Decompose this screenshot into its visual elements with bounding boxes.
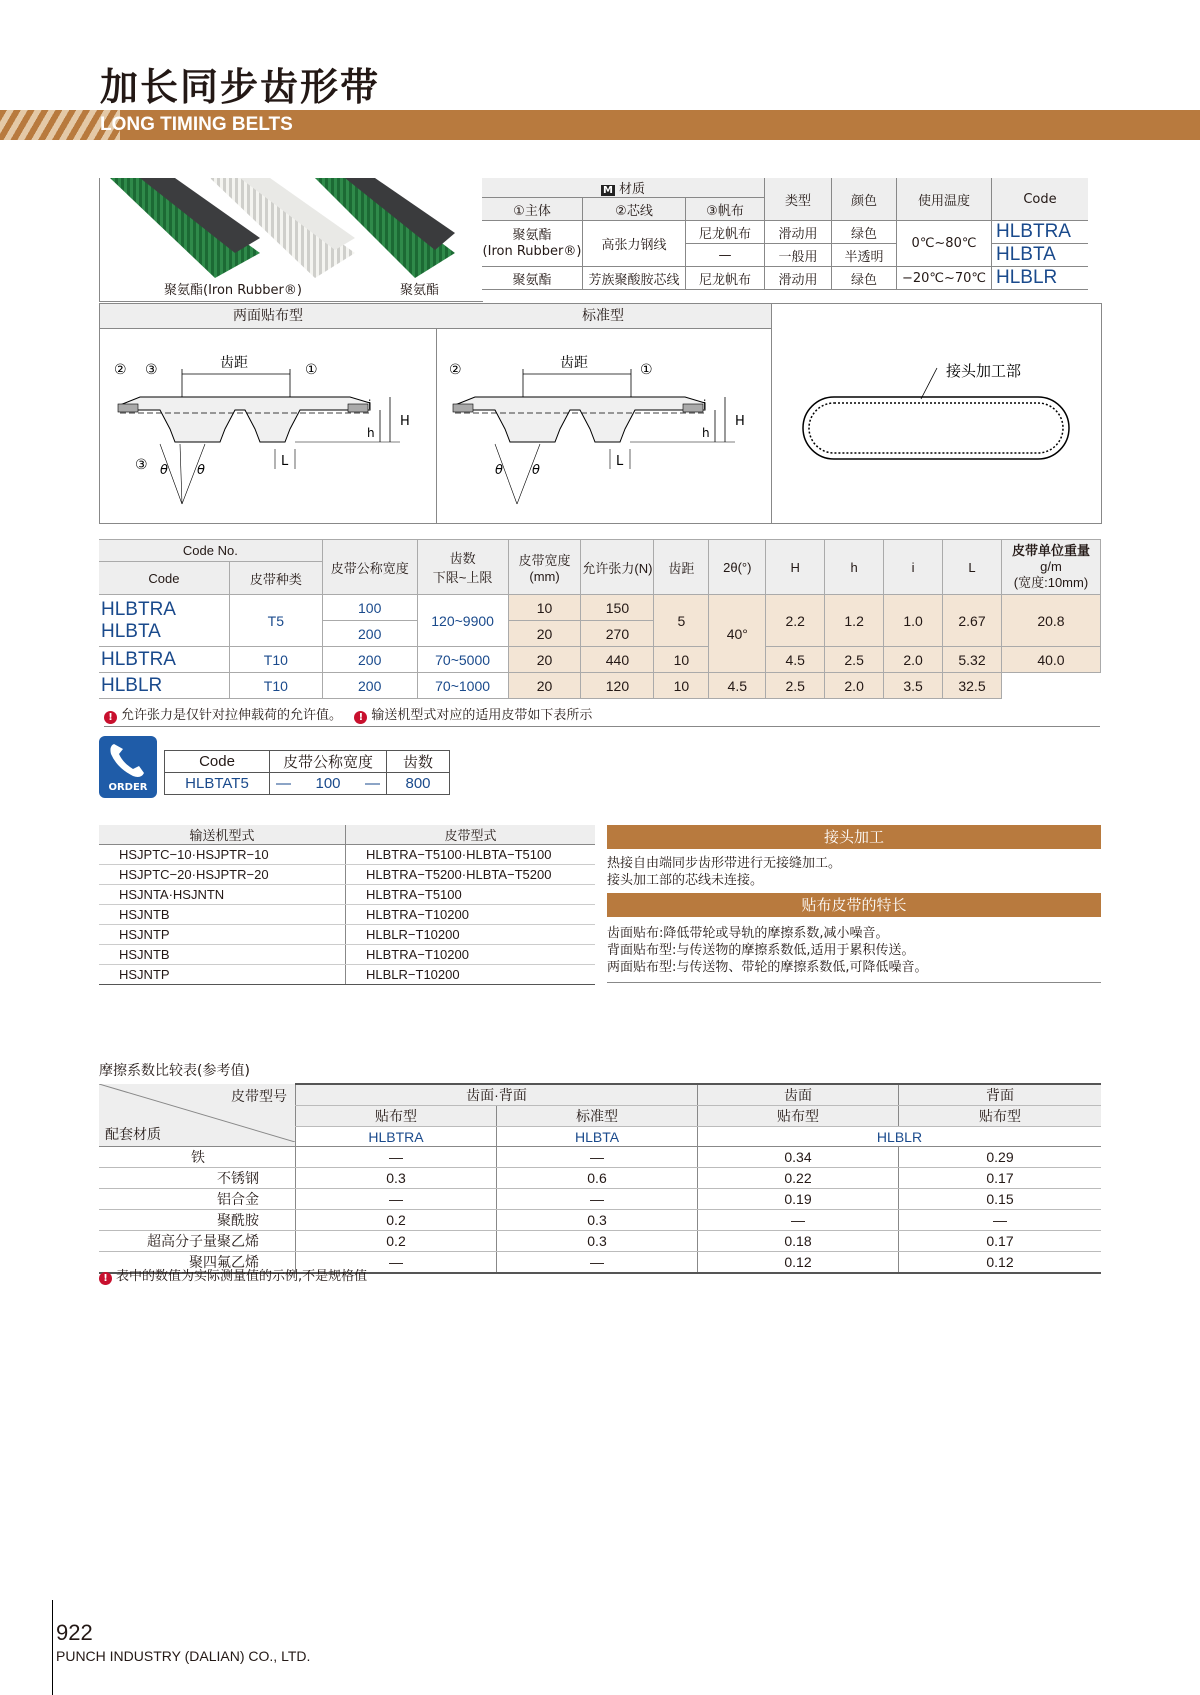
- spec-r3-weight: 32.5: [943, 673, 1002, 699]
- dim-i-right: i: [703, 398, 707, 412]
- joint-text: [607, 849, 1101, 893]
- spec-r2-w: 200: [322, 647, 417, 673]
- materials-group-header: [482, 178, 765, 198]
- friction-s4: 贴布型: [899, 1106, 1102, 1127]
- spec-h-code: Code: [99, 562, 229, 595]
- friction-c2: HLBTA: [497, 1127, 698, 1147]
- conveyor-h-machine: 输送机型式: [99, 825, 346, 845]
- spec-r2-teeth: 70~5000: [417, 647, 508, 673]
- friction-s1: 贴布型: [296, 1106, 497, 1127]
- spec-r2-weight: 40.0: [1001, 647, 1100, 673]
- friction-val: 0.3: [497, 1210, 698, 1231]
- spec-notes: [104, 704, 1100, 727]
- col-core: ②芯线: [583, 198, 686, 221]
- friction-val: 0.15: [899, 1189, 1102, 1210]
- conveyor-machine: HSJNTP: [99, 965, 346, 985]
- conveyor-belt: HLBLR−T10200: [346, 965, 596, 985]
- spec-r2-i: 2.0: [884, 647, 943, 673]
- mat-code-3: HLBLR: [992, 267, 1089, 290]
- friction-val: —: [698, 1210, 899, 1231]
- spec-h-h: h: [825, 540, 884, 595]
- conveyor-machine: HSJNTA·HSJNTN: [99, 885, 346, 905]
- friction-h-belt: 皮带型号: [231, 1088, 287, 1104]
- conveyor-machine: HSJPTC−10·HSJPTR−10: [99, 845, 346, 865]
- spec-r1-teeth: 120~9900: [417, 595, 508, 647]
- footer-rule: [52, 1600, 53, 1695]
- dim-h-left: h: [367, 426, 375, 440]
- marker-2-left: ②: [114, 362, 127, 378]
- friction-s2: 标准型: [497, 1106, 698, 1127]
- mat-canvas-1: 尼龙帆布: [686, 221, 765, 244]
- conveyor-h-belt: 皮带型式: [346, 825, 596, 845]
- mat-temp-1: 0℃~80℃: [897, 221, 992, 267]
- friction-material: 铁: [99, 1147, 296, 1168]
- m-icon: M: [602, 185, 613, 196]
- theta-right-b: θ: [532, 463, 540, 478]
- marker-2-right: ②: [449, 362, 462, 378]
- order-h-code: Code: [165, 751, 270, 773]
- friction-val: 0.12: [698, 1252, 899, 1274]
- joint-line-2: 接头加工部的芯线未连接。: [607, 873, 764, 888]
- friction-note-text: 表中的数值为实际测量值的示例,不是规格值: [116, 1269, 368, 1284]
- spec-h-i: i: [884, 540, 943, 595]
- conveyor-machine: HSJNTB: [99, 905, 346, 925]
- diagram-double-canvas: [99, 303, 437, 524]
- order-teeth: 800: [387, 773, 450, 795]
- belt-photo-image: [100, 178, 480, 278]
- friction-val: 0.19: [698, 1189, 899, 1210]
- feature-line-1: 齿面贴布:降低带轮或导轨的摩擦系数,减小噪音。: [607, 926, 889, 941]
- spec-h-tension: 允许张力(N): [581, 540, 654, 595]
- friction-val: 0.2: [296, 1231, 497, 1252]
- dim-H-right: H: [735, 414, 745, 429]
- features-text: [607, 917, 1101, 983]
- conveyor-machine: HSJPTC−20·HSJPTR−20: [99, 865, 346, 885]
- friction-val: —: [296, 1147, 497, 1168]
- friction-val: —: [497, 1189, 698, 1210]
- order-icon: [99, 736, 157, 798]
- friction-c1: HLBTRA: [296, 1127, 497, 1147]
- spec-r1-i: 1.0: [884, 595, 943, 647]
- friction-val: 0.34: [698, 1147, 899, 1168]
- friction-val: 0.12: [899, 1252, 1102, 1274]
- diagram-standard-title: 标准型: [435, 304, 771, 329]
- spec-r2-code: HLBTRA: [99, 647, 229, 673]
- mat-color-3: 绿色: [832, 267, 897, 290]
- friction-material: 聚酰胺: [99, 1210, 296, 1231]
- friction-material: 不锈钢: [99, 1168, 296, 1189]
- mat-code-1: HLBTRA: [992, 221, 1089, 244]
- spec-r3-code: HLBLR: [99, 673, 229, 699]
- spec-r1-w1: 100: [322, 595, 417, 621]
- diagram-standard: [435, 303, 772, 524]
- mat-color-2: 半透明: [832, 244, 897, 267]
- friction-c3: HLBLR: [698, 1127, 1102, 1147]
- spec-r2-kind: T10: [229, 647, 322, 673]
- order-code: HLBTAT5: [165, 773, 270, 795]
- feature-line-3: 两面贴布型:与传送物、带轮的摩擦系数低,可降低噪音。: [607, 960, 928, 975]
- order-h-width: 皮带公称宽度: [270, 751, 387, 773]
- spec-table: [99, 539, 1101, 699]
- spec-r2-h: 2.5: [825, 647, 884, 673]
- friction-val: —: [899, 1210, 1102, 1231]
- spec-h-teeth: 齿数 下限~上限: [417, 540, 508, 595]
- spec-r3-w: 200: [322, 673, 417, 699]
- col-canvas: ③帆布: [686, 198, 765, 221]
- mat-color-1: 绿色: [832, 221, 897, 244]
- spec-note-2: 输送机型式对应的适用皮带如下表所示: [371, 708, 593, 723]
- standard-profile-svg: [435, 329, 771, 524]
- order-h-teeth: 齿数: [387, 751, 450, 773]
- col-type: 类型: [765, 178, 832, 221]
- spec-r3-pitch: 10: [654, 673, 709, 699]
- spec-h-weight: 皮带单位重量 g/m (宽度:10mm): [1001, 540, 1100, 595]
- spec-r1-h: 1.2: [825, 595, 884, 647]
- mat-body-1: 聚氨酯 (Iron Rubber®): [482, 221, 583, 267]
- order-icon-label: ORDER: [108, 782, 148, 793]
- friction-val: —: [296, 1189, 497, 1210]
- spec-h-width-mm: 皮带宽度(mm): [508, 540, 581, 595]
- spec-r1-w2: 200: [322, 621, 417, 647]
- spec-r3-H: 4.5: [709, 673, 766, 699]
- order-width: 100: [297, 773, 359, 795]
- theta-left-b: θ: [197, 463, 205, 478]
- conveyor-belt: HLBTRA−T10200: [346, 905, 596, 925]
- friction-val: 0.3: [296, 1168, 497, 1189]
- spec-r1-mm1: 10: [508, 595, 581, 621]
- friction-table: [99, 1083, 1101, 1274]
- spec-r1-kind: T5: [229, 595, 322, 647]
- joint-label: 接头加工部: [946, 362, 1022, 380]
- spec-r1-n2: 270: [581, 621, 654, 647]
- spec-r3-n: 120: [581, 673, 654, 699]
- friction-val: 0.3: [497, 1231, 698, 1252]
- joint-line-1: 热接自由端同步齿形带进行无接缝加工。: [607, 856, 842, 871]
- features-section-title: 贴布皮带的特长: [607, 893, 1101, 917]
- friction-val: —: [497, 1147, 698, 1168]
- conveyor-belt: HLBTRA−T5100·HLBTA−T5100: [346, 845, 596, 865]
- friction-val: 0.2: [296, 1210, 497, 1231]
- spec-r2-H: 4.5: [766, 647, 825, 673]
- phone-icon: [99, 736, 157, 784]
- belt-photos: [99, 178, 483, 302]
- friction-material: 铝合金: [99, 1189, 296, 1210]
- friction-corner: [99, 1084, 296, 1147]
- joint-loop-svg: [771, 304, 1101, 523]
- friction-val: 0.17: [899, 1168, 1102, 1189]
- spec-h-kind: 皮带种类: [229, 562, 322, 595]
- order-dash-2: —: [359, 773, 387, 795]
- materials-group-label: 材质: [619, 182, 646, 197]
- joint-section-title: 接头加工: [607, 825, 1101, 849]
- theta-right-a: θ: [495, 463, 503, 478]
- col-color: 颜色: [832, 178, 897, 221]
- friction-title: 摩擦系数比较表(参考值): [99, 1063, 250, 1079]
- conveyor-belt: HLBTRA−T5200·HLBTA−T5200: [346, 865, 596, 885]
- spec-r1-H: 2.2: [766, 595, 825, 647]
- spec-r3-mm: 20: [508, 673, 581, 699]
- mat-type-3: 滑动用: [765, 267, 832, 290]
- conveyor-machine: HSJNTP: [99, 925, 346, 945]
- joint-section: [607, 825, 1101, 983]
- friction-h-mat: 配套材质: [105, 1126, 161, 1142]
- dim-L-left: L: [281, 454, 289, 469]
- conveyor-belt: HLBLR−T10200: [346, 925, 596, 945]
- mat-canvas-3: 尼龙帆布: [686, 267, 765, 290]
- spec-r2-mm: 20: [508, 647, 581, 673]
- marker-1-left: ①: [305, 362, 318, 378]
- mat-core-1: 高张力钢线: [583, 221, 686, 267]
- friction-g3: 背面: [899, 1084, 1102, 1106]
- mat-code-2: HLBTA: [992, 244, 1089, 267]
- dim-L-right: L: [616, 454, 624, 469]
- spec-r1-L: 2.67: [943, 595, 1002, 647]
- friction-val: —: [296, 1252, 497, 1274]
- mat-temp-3: −20℃~70℃: [897, 267, 992, 290]
- spec-r2-pitch: 10: [654, 647, 709, 673]
- spec-h-width-nom: 皮带公称宽度: [322, 540, 417, 595]
- spec-h-pitch: 齿距: [654, 540, 709, 595]
- photo-caption-right: 聚氨酯: [400, 283, 440, 298]
- diagram-joint: [771, 303, 1102, 524]
- friction-g2: 齿面: [698, 1084, 899, 1106]
- spec-h-angle: 2θ(°): [709, 540, 766, 595]
- marker-3-left-top: ③: [145, 362, 158, 378]
- spec-h-L: L: [943, 540, 1002, 595]
- diagram-double-title: 两面贴布型: [100, 304, 436, 329]
- spec-r3-kind: T10: [229, 673, 322, 699]
- marker-3-left-bottom: ③: [135, 457, 148, 473]
- mat-core-3: 芳族聚酸胺芯线: [583, 267, 686, 290]
- mat-type-1: 滑动用: [765, 221, 832, 244]
- spec-h-code-no: Code No.: [99, 540, 322, 562]
- pitch-label-right: 齿距: [560, 355, 588, 371]
- mat-canvas-2: —: [686, 244, 765, 267]
- friction-val: 0.18: [698, 1231, 899, 1252]
- dim-i-left: i: [368, 398, 372, 412]
- theta-left-a: θ: [160, 463, 168, 478]
- friction-val: 0.6: [497, 1168, 698, 1189]
- spec-r3-i: 2.0: [825, 673, 884, 699]
- spec-r1-code: HLBTRA HLBTA: [99, 595, 229, 647]
- spec-angle: 40°: [709, 595, 766, 673]
- spec-r1-pitch: 5: [654, 595, 709, 647]
- spec-h-H: H: [766, 540, 825, 595]
- dim-H-left: H: [400, 414, 410, 429]
- company-name: PUNCH INDUSTRY (DALIAN) CO., LTD.: [56, 1648, 311, 1664]
- conveyor-belt: HLBTRA−T5100: [346, 885, 596, 905]
- spec-r1-n1: 150: [581, 595, 654, 621]
- feature-line-2: 背面贴布型:与传送物的摩擦系数低,适用于累积传送。: [607, 943, 915, 958]
- friction-s3: 贴布型: [698, 1106, 899, 1127]
- friction-val: —: [497, 1252, 698, 1274]
- mat-body-3: 聚氨酯: [482, 267, 583, 290]
- page-subtitle: LONG TIMING BELTS: [100, 114, 293, 135]
- conveyor-belt: HLBTRA−T10200: [346, 945, 596, 965]
- marker-1-right: ①: [640, 362, 653, 378]
- conveyor-machine: HSJNTB: [99, 945, 346, 965]
- spec-r2-L: 5.32: [943, 647, 1002, 673]
- col-code: Code: [992, 178, 1089, 221]
- friction-g1: 齿面·背面: [296, 1084, 698, 1106]
- friction-val: 0.17: [899, 1231, 1102, 1252]
- order-example-table: [164, 750, 450, 795]
- spec-r3-L: 3.5: [884, 673, 943, 699]
- double-canvas-profile-svg: [100, 329, 436, 524]
- warning-icon: !: [104, 711, 117, 724]
- friction-material: 超高分子量聚乙烯: [99, 1231, 296, 1252]
- page-number: 922: [56, 1620, 93, 1645]
- spec-r3-h: 2.5: [766, 673, 825, 699]
- pitch-label-left: 齿距: [220, 355, 248, 371]
- conveyor-table: [99, 825, 595, 985]
- friction-note: [99, 1265, 367, 1285]
- page-title: 加长同步齿形带: [100, 65, 381, 109]
- mat-type-2: 一般用: [765, 244, 832, 267]
- spec-r3-teeth: 70~1000: [417, 673, 508, 699]
- photo-caption-left: 聚氨酯(Iron Rubber®): [164, 283, 302, 298]
- warning-icon: !: [354, 711, 367, 724]
- spec-note-1: 允许张力是仅针对拉伸载荷的允许值。: [121, 708, 343, 723]
- friction-val: 0.29: [899, 1147, 1102, 1168]
- materials-table: [482, 178, 1088, 290]
- spec-r1-weight: 20.8: [1001, 595, 1100, 647]
- warning-icon: !: [99, 1272, 112, 1285]
- order-dash-1: —: [270, 773, 298, 795]
- col-body: ①主体: [482, 198, 583, 221]
- spec-r2-n: 440: [581, 647, 654, 673]
- friction-val: 0.22: [698, 1168, 899, 1189]
- spec-r1-mm2: 20: [508, 621, 581, 647]
- dim-h-right: h: [702, 426, 710, 440]
- col-temp: 使用温度: [897, 178, 992, 221]
- friction-material: 聚四氟乙烯: [99, 1252, 296, 1274]
